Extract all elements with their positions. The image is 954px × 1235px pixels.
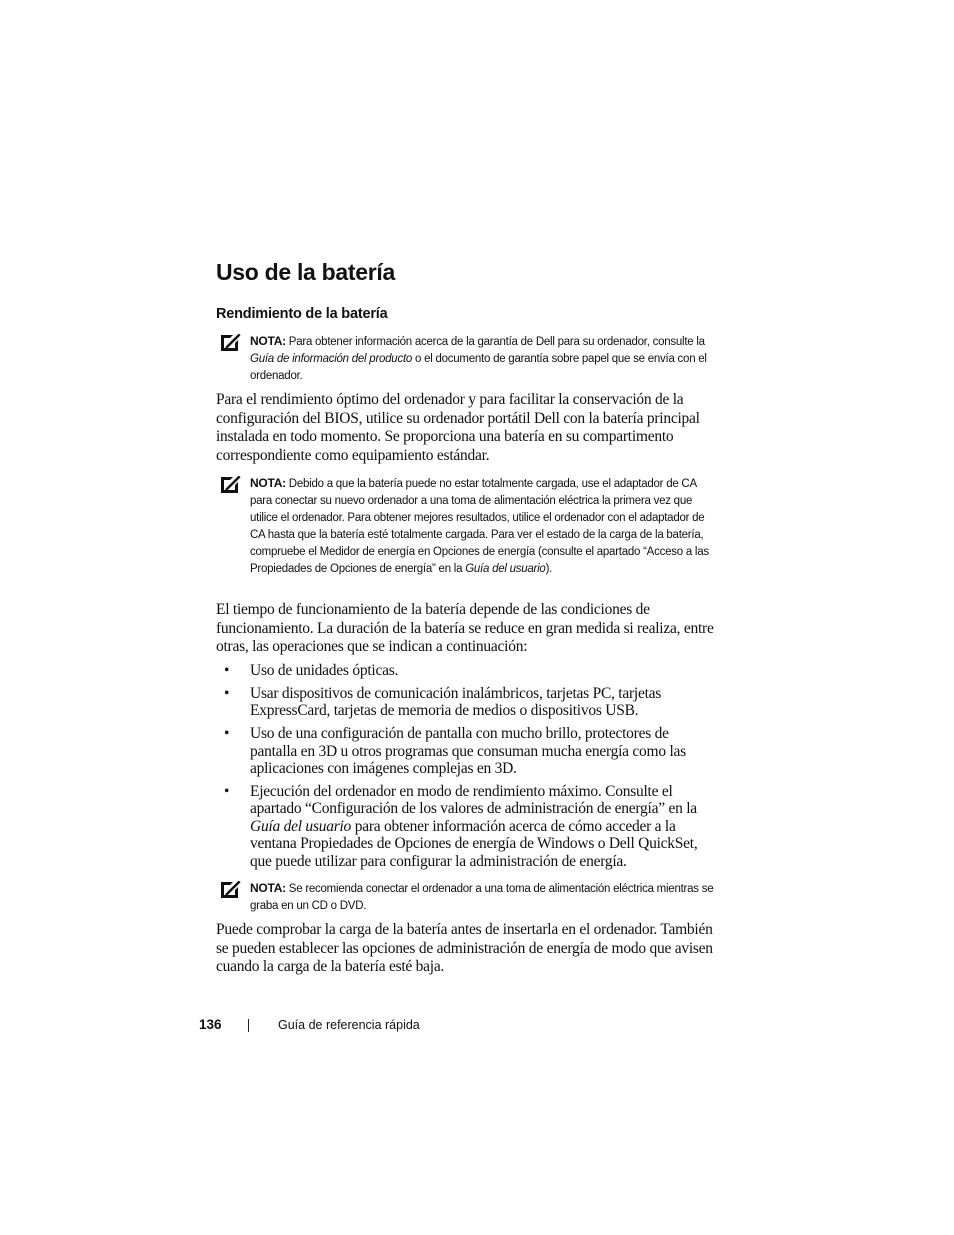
bullet-glyph: •: [224, 725, 230, 743]
bullet-list: [216, 662, 716, 875]
pencil-note-icon: [219, 476, 241, 494]
note-3: [216, 880, 716, 915]
note-text: [250, 475, 716, 578]
list-item-italic: Guía del usuario: [250, 817, 352, 835]
list-item: [216, 685, 716, 720]
footer-divider: [248, 1019, 249, 1032]
bullet-glyph: •: [224, 662, 230, 679]
pencil-note-icon: [219, 881, 241, 899]
bullet-glyph: •: [224, 684, 230, 702]
paragraph-1: Para el rendimiento óptimo del ordenador y para facilitar la conservación de la configuración del BIOS, utilice su ordenador portátil Dell con la batería principal instalada en todo momento. Se proporciona una batería en su compartimento correspondiente como equipamiento estándar.: [216, 391, 700, 465]
footer-title: Guía de referencia rápida: [278, 1018, 420, 1032]
bullet-glyph: •: [224, 782, 230, 800]
note-1: [216, 333, 716, 385]
note-text: [250, 880, 716, 915]
list-item-text: Ejecución del ordenador en modo de rendimiento máximo. Consulte el apartado “Configuración de los valores de administración de energía” en la: [250, 782, 697, 818]
note-italic: Guía de información del producto: [250, 353, 413, 365]
list-item-text: para obtener información acerca de cómo acceder a la ventana Propiedades de Opciones de energía de Windows o Dell QuickSet, que puede utilizar para configurar la administración de energía.: [250, 817, 698, 870]
list-item-text: Uso de una configuración de pantalla con mucho brillo, protectores de pantalla en 3D u otros programas que consuman mucha energía como las aplicaciones con imágenes complejas en 3D.: [250, 725, 686, 778]
note-label: NOTA:: [250, 476, 286, 490]
page-footer: [0, 1014, 954, 1036]
note-label: NOTA:: [250, 334, 286, 348]
note-text-part: o el documento de garantía sobre papel que se envía con el ordenador.: [250, 353, 707, 382]
paragraph-3: Puede comprobar la carga de la batería antes de insertarla en el ordenador. También se pueden establecer las opciones de administración de energía de modo que avisen cuando la carga de la batería esté baja.: [216, 921, 713, 976]
page-number: 136: [199, 1017, 222, 1032]
list-item-text: Usar dispositivos de comunicación inalámbricos, tarjetas PC, tarjetas ExpressCard, tarjetas de memoria de medios o dispositivos USB.: [250, 684, 662, 720]
note-italic: Guía del usuario: [465, 563, 546, 575]
note-text-part: Debido a que la batería puede no estar totalmente cargada, use el adaptador de CA para conectar su nuevo ordenador a una toma de alimentación eléctrica la primera vez que utilice el ordenador. Para obtener mejores resultados, utilice el ordenador con el adaptador de CA hasta que la batería esté totalmente cargada. Para ver el estado de la carga de la batería, compruebe el Medidor de energía en Opciones de energía (consulte el apartado “Acceso a las Propiedades de Opciones de energía” en la: [250, 478, 709, 575]
paragraph-2: El tiempo de funcionamiento de la batería depende de las condiciones de funcionamiento. La duración de la batería se reduce en gran medida si realiza, entre otras, las operaciones que se indican a continuación:: [216, 601, 714, 656]
list-item: [216, 725, 716, 777]
note-label: NOTA:: [250, 881, 286, 895]
list-item: [216, 662, 716, 679]
note-text-part: ).: [545, 563, 553, 575]
pencil-note-icon: [219, 334, 241, 352]
list-item: [216, 783, 716, 870]
note-text-part: Se recomienda conectar el ordenador a una toma de alimentación eléctrica mientras se graba en un CD o DVD.: [250, 883, 714, 912]
note-text: [250, 333, 716, 385]
note-text-part: Para obtener información acerca de la garantía de Dell para su ordenador, consulte la: [285, 336, 705, 348]
page-title: Uso de la batería: [216, 259, 395, 285]
section-title: Rendimiento de la batería: [216, 306, 388, 322]
list-item-text: Uso de unidades ópticas.: [250, 662, 399, 679]
note-2: [216, 475, 716, 578]
